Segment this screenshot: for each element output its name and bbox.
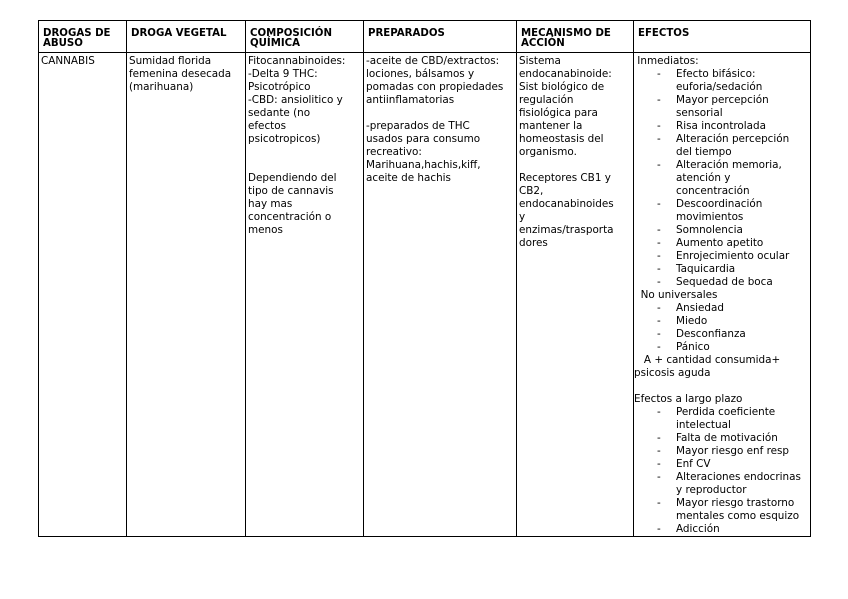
cell-line: regulación xyxy=(519,94,574,106)
list-item xyxy=(634,198,808,224)
list-item xyxy=(634,224,808,237)
cell-line: organismo. xyxy=(519,146,577,158)
dash-bullet: - xyxy=(657,133,661,145)
dash-bullet: - xyxy=(657,445,661,457)
cell-vegetal xyxy=(127,53,246,537)
list-item-text: atención y xyxy=(676,172,731,184)
list-item-text: Pánico xyxy=(676,341,710,353)
list-item xyxy=(634,341,808,354)
cell-line: -CBD: ansiolitico y xyxy=(248,94,343,106)
list-item-text: Efecto bifásico: xyxy=(676,68,756,80)
dash-bullet: - xyxy=(657,497,661,509)
cell-line: hay mas xyxy=(248,198,293,210)
list-item-text: Alteración percepción xyxy=(676,133,790,145)
dash-bullet: - xyxy=(657,458,661,470)
list-item-text: Mayor percepción xyxy=(676,94,769,106)
efectos-inmediatos-list xyxy=(634,68,808,289)
list-item xyxy=(634,497,808,523)
cell-line: recreativo: xyxy=(366,146,422,158)
cell-line: antiinflamatorias xyxy=(366,94,455,106)
list-item xyxy=(634,159,808,198)
efectos-no-universales-list xyxy=(634,302,808,354)
dash-bullet: - xyxy=(657,159,661,171)
cell-line: Sistema xyxy=(519,55,561,67)
cell-line: Psicotrópico xyxy=(248,81,311,93)
list-item-text: del tiempo xyxy=(676,146,732,158)
list-item-text: Enf CV xyxy=(676,458,711,470)
efectos-no-universales-title: No universales xyxy=(634,289,718,301)
cell-line: Sumidad florida xyxy=(129,55,212,67)
list-item xyxy=(634,523,808,536)
list-item xyxy=(634,406,808,432)
cell-line xyxy=(519,159,631,172)
cell-line xyxy=(248,159,361,172)
cell-composicion xyxy=(246,53,364,537)
list-item-text: Sequedad de boca xyxy=(676,276,773,288)
header-mecanismo: MECANISMO DE ACCIÓN xyxy=(517,21,634,53)
list-item-text: Miedo xyxy=(676,315,708,327)
list-item xyxy=(634,68,808,94)
dash-bullet: - xyxy=(657,237,661,249)
list-item-text: Desconfianza xyxy=(676,328,746,340)
list-item-text: intelectual xyxy=(676,419,731,431)
header-drogas: DROGAS DE ABUSO xyxy=(39,21,127,53)
list-item-text: Enrojecimiento ocular xyxy=(676,250,790,262)
list-item xyxy=(634,471,808,497)
cell-line: y xyxy=(519,211,526,223)
cell-line: -preparados de THC xyxy=(366,120,470,132)
cell-line: homeostasis del xyxy=(519,133,604,145)
list-item xyxy=(634,237,808,250)
table-row xyxy=(39,53,811,537)
dash-bullet: - xyxy=(657,406,661,418)
dash-bullet: - xyxy=(657,432,661,444)
cell-mecanismo xyxy=(517,53,634,537)
dash-bullet: - xyxy=(657,94,661,106)
header-preparados: PREPARADOS xyxy=(364,21,517,53)
list-item xyxy=(634,250,808,263)
header-droga-vegetal: DROGA VEGETAL xyxy=(127,21,246,53)
cell-line: endocanabinoide: xyxy=(519,68,612,80)
list-item-text: euforia/sedación xyxy=(676,81,763,93)
dash-bullet: - xyxy=(657,315,661,327)
dash-bullet: - xyxy=(657,68,661,80)
cell-line: tipo de cannavis xyxy=(248,185,334,197)
list-item-text: y reproductor xyxy=(676,484,747,496)
cell-line: usados para consumo xyxy=(366,133,481,145)
cell-line: menos xyxy=(248,224,283,236)
cell-line xyxy=(366,107,514,120)
cell-line: efectos xyxy=(248,120,287,132)
list-item-text: Perdida coeficiente xyxy=(676,406,776,418)
list-item-text: Somnolencia xyxy=(676,224,743,236)
cell-droga xyxy=(39,53,127,537)
cell-preparados xyxy=(364,53,517,537)
cell-line: aceite de hachis xyxy=(366,172,451,184)
list-item xyxy=(634,328,808,341)
cell-line: fisiológica para xyxy=(519,107,598,119)
list-item xyxy=(634,276,808,289)
dash-bullet: - xyxy=(657,250,661,262)
list-item-text: mentales como esquizo xyxy=(676,510,800,522)
dash-bullet: - xyxy=(657,523,661,535)
dash-bullet: - xyxy=(657,198,661,210)
efectos-largo-title: Efectos a largo plazo xyxy=(634,393,743,405)
list-item-text: Mayor riesgo trastorno xyxy=(676,497,795,509)
cell-line: -aceite de CBD/extractos: xyxy=(366,55,500,67)
list-item xyxy=(634,302,808,315)
dash-bullet: - xyxy=(657,263,661,275)
list-item-text: Aumento apetito xyxy=(676,237,764,249)
header-composicion: COMPOSICIÓN QUÍMICA xyxy=(246,21,364,53)
list-item xyxy=(634,120,808,133)
list-item-text: sensorial xyxy=(676,107,723,119)
cell-line: femenina desecada xyxy=(129,68,232,80)
list-item-text: Ansiedad xyxy=(676,302,724,314)
cell-line: sedante (no xyxy=(248,107,311,119)
cell-line: pomadas con propiedades xyxy=(366,81,504,93)
cell-line: Marihuana,hachis,kiff, xyxy=(366,159,481,171)
dash-bullet: - xyxy=(657,328,661,340)
dash-bullet: - xyxy=(657,224,661,236)
list-item-text: Taquicardia xyxy=(676,263,736,275)
list-item xyxy=(634,445,808,458)
cell-line: dores xyxy=(519,237,548,249)
cell-line: -Delta 9 THC: xyxy=(248,68,318,80)
drug-name: CANNABIS xyxy=(41,55,95,67)
cell-line: CB2, xyxy=(519,185,544,197)
psicosis-line-1: A + cantidad consumida+ xyxy=(634,354,781,366)
list-item-text: Risa incontrolada xyxy=(676,120,767,132)
list-item-text: Alteraciones endocrinas xyxy=(676,471,801,483)
cell-line: Fitocannabinoides: xyxy=(248,55,346,67)
cell-line: enzimas/trasporta xyxy=(519,224,614,236)
list-item xyxy=(634,263,808,276)
list-item xyxy=(634,432,808,445)
list-item-text: Mayor riesgo enf resp xyxy=(676,445,790,457)
cell-line: mantener la xyxy=(519,120,583,132)
list-item xyxy=(634,133,808,159)
dash-bullet: - xyxy=(657,276,661,288)
psicosis-line-2: psicosis aguda xyxy=(634,367,711,379)
list-item-text: Descoordinación xyxy=(676,198,763,210)
list-item-text: Adicción xyxy=(676,523,720,535)
header-row xyxy=(39,21,811,53)
cell-line: Receptores CB1 y xyxy=(519,172,611,184)
dash-bullet: - xyxy=(657,120,661,132)
cell-line: lociones, bálsamos y xyxy=(366,68,475,80)
cell-line: (marihuana) xyxy=(129,81,194,93)
efectos-largo-list xyxy=(634,406,808,536)
cell-line xyxy=(248,146,361,159)
dash-bullet: - xyxy=(657,302,661,314)
efectos-inmediatos-title: Inmediatos: xyxy=(634,55,699,67)
dash-bullet: - xyxy=(657,341,661,353)
cell-line: psicotropicos) xyxy=(248,133,321,145)
header-efectos: EFECTOS xyxy=(634,21,811,53)
cell-line: concentración o xyxy=(248,211,332,223)
list-item-text: movimientos xyxy=(676,211,744,223)
list-item-text: Falta de motivación xyxy=(676,432,778,444)
cell-efectos xyxy=(634,53,811,537)
list-item-text: Alteración memoria, xyxy=(676,159,782,171)
spacer xyxy=(634,380,808,393)
list-item xyxy=(634,94,808,120)
list-item xyxy=(634,458,808,471)
cell-line: Sist biológico de xyxy=(519,81,605,93)
dash-bullet: - xyxy=(657,471,661,483)
drugs-table xyxy=(38,20,811,537)
list-item-text: concentración xyxy=(676,185,750,197)
cell-line: Dependiendo del xyxy=(248,172,337,184)
list-item xyxy=(634,315,808,328)
cell-line: endocanabinoides xyxy=(519,198,614,210)
